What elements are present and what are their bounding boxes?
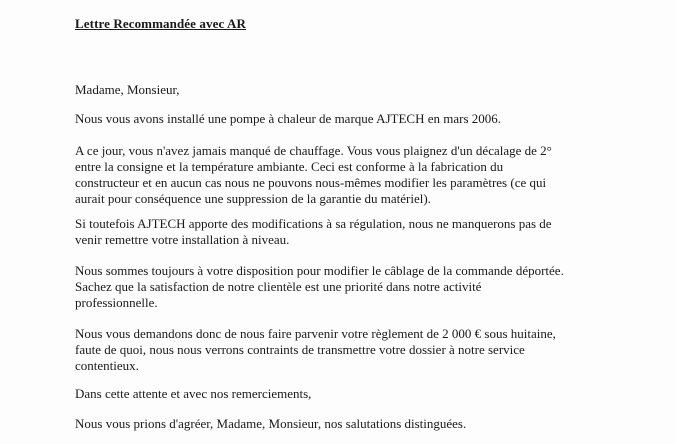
paragraph-payment-line: faute de quoi, nous nous verrons contraints de transmettre votre dossier à notre service (75, 342, 525, 357)
paragraph-thanks-line: Dans cette attente et avec nos remerciements, (75, 386, 312, 401)
paragraph-heating-line: aurait pour conséquence une suppression de la garantie du matériel). (75, 191, 431, 206)
paragraph-heating-line: A ce jour, vous n'avez jamais manqué de chauffage. Vous vous plaignez d'un décalage de 2° (75, 143, 552, 158)
paragraph-heating-line: entre la consigne et la température ambiante. Ceci est conforme à la fabrication du (75, 159, 504, 174)
paragraph-regulation-line: Si toutefois AJTECH apporte des modifications à sa régulation, nous ne manquerons pas de (75, 216, 552, 231)
salutation: Madame, Monsieur, (75, 82, 180, 97)
paragraph-installation-line: Nous vous avons installé une pompe à chaleur de marque AJTECH en mars 2006. (75, 111, 502, 126)
paragraph-availability-line: Sachez que la satisfaction de notre clientèle est une priorité dans notre activité (75, 279, 482, 294)
paragraph-heating-line: constructeur et en aucun cas nous ne pouvons nous-mêmes modifier les paramètres (ce qui (75, 175, 547, 190)
letter-header: Lettre Recommandée avec AR (75, 16, 246, 31)
paragraph-availability-line: professionnelle. (75, 295, 158, 310)
paragraph-availability-line: Nous sommes toujours à votre disposition pour modifier le câblage de la commande déportée. (75, 263, 564, 278)
paragraph-payment-line: Nous vous demandons donc de nous faire parvenir votre règlement de 2 000 € sous huitaine, (75, 326, 556, 341)
closing-formula-line: Nous vous prions d'agréer, Madame, Monsieur, nos salutations distinguées. (75, 416, 467, 431)
paragraph-payment-line: contentieux. (75, 358, 139, 373)
paragraph-regulation-line: venir remettre votre installation à niveau. (75, 232, 290, 247)
